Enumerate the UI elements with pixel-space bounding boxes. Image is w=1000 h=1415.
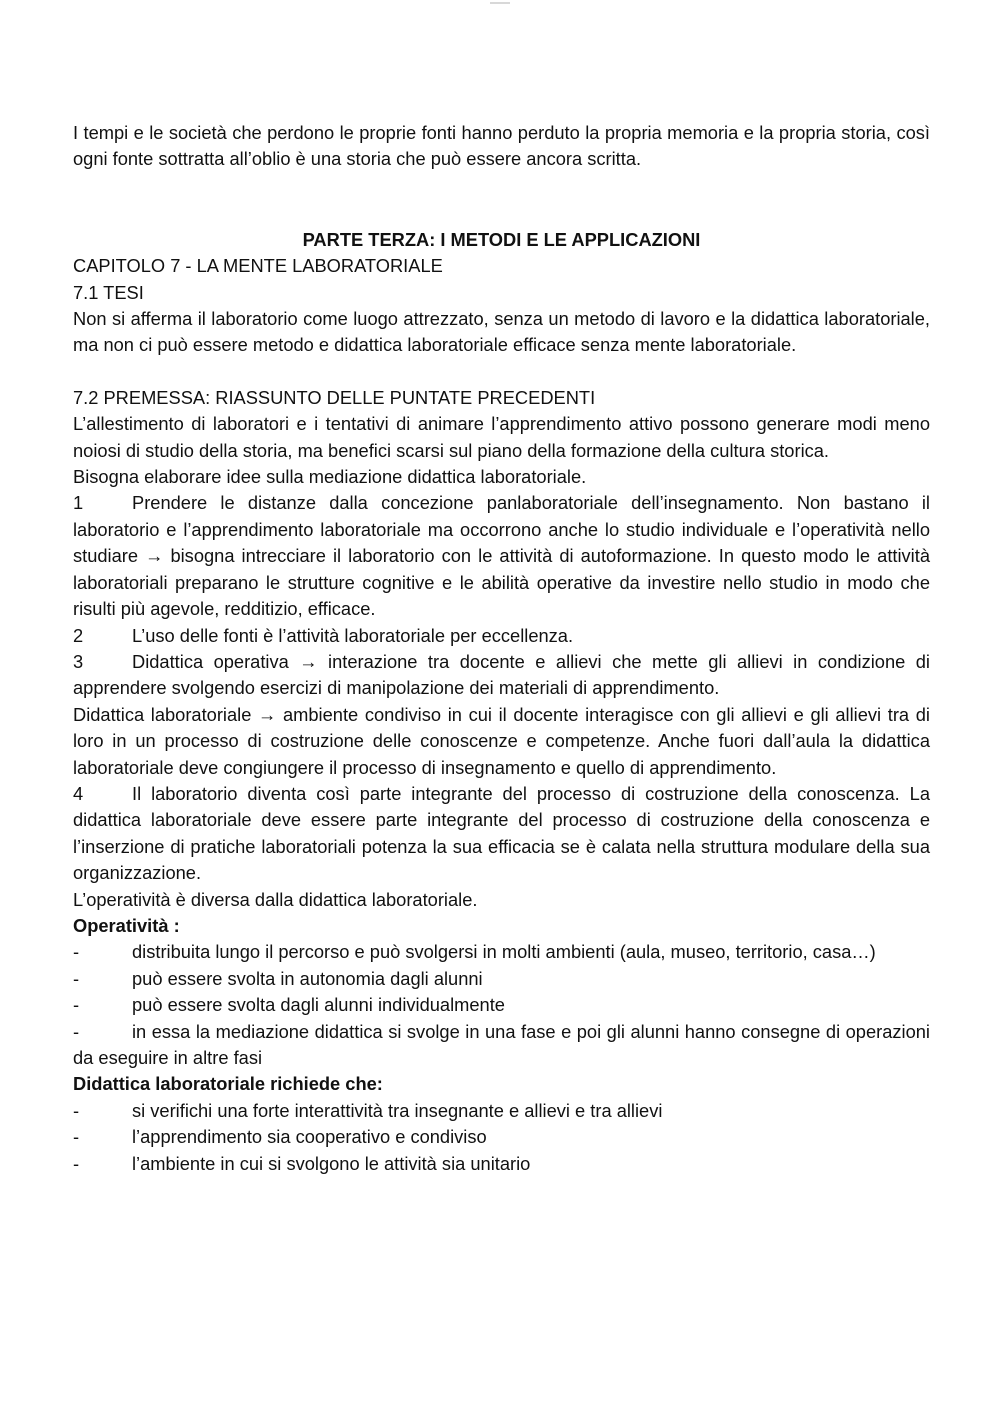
premessa-paragraph-2: Bisogna elaborare idee sulla mediazione didattica laboratoriale. <box>73 466 587 488</box>
section-heading-tesi: 7.1 TESI <box>73 281 144 303</box>
bullet-item <box>73 1098 930 1124</box>
item-text: L’uso delle fonti è l’attività laboratoriale per eccellenza. <box>132 624 574 646</box>
bullet-marker: - <box>73 941 80 963</box>
section-heading-premessa: 7.2 PREMESSA: RIASSUNTO DELLE PUNTATE PRECEDENTI <box>73 386 596 408</box>
bullet-marker: - <box>73 1152 80 1174</box>
spacer <box>73 359 930 385</box>
bullet-text: in essa la mediazione didattica si svolge in una fase e poi gli alunni hanno consegne di operazioni da eseguire in altre fasi <box>73 1020 930 1068</box>
bullet-item <box>73 939 930 965</box>
bullet-text: l’apprendimento sia cooperativo e condiviso <box>132 1126 487 1148</box>
bullet-marker: - <box>73 1126 80 1148</box>
numbered-item-4 <box>73 781 930 887</box>
tesi-paragraph: Non si afferma il laboratorio come luogo attrezzato, senza un metodo di lavoro e la didattica laboratoriale, ma non ci può essere metodo e didattica laboratoriale efficace senza mente laboratoriale. <box>73 308 930 356</box>
didattica-laboratoriale-paragraph: Didattica laboratoriale → ambiente condiviso in cui il docente interagisce con gli allievi e gli allievi tra di loro in un processo di costruzione delle conoscenze e competenze. Anche fuori dall’aula la didattica laboratoriale deve congiungere il processo di insegnamento e quello di apprendimento. <box>73 703 930 778</box>
bullet-text: si verifichi una forte interattività tra insegnante e allievi e tra allievi <box>132 1099 663 1121</box>
numbered-item-1 <box>73 490 930 622</box>
bullet-text: può essere svolta dagli alunni individualmente <box>132 994 505 1016</box>
numbered-item-2 <box>73 623 930 649</box>
page-header-mark <box>490 2 510 4</box>
item-number: 1 <box>73 492 84 514</box>
premessa-paragraph-3: L’operatività è diversa dalla didattica laboratoriale. <box>73 888 478 910</box>
premessa-paragraph-1: L’allestimento di laboratori e i tentativi di animare l’apprendimento attivo possono generare modi meno noiosi di studio della storia, ma benefici scarsi sul piano della formazione della cultura storica. <box>73 413 930 461</box>
bullet-item <box>73 1124 930 1150</box>
bullet-marker: - <box>73 1099 80 1121</box>
bullet-item <box>73 1019 930 1072</box>
item-number: 4 <box>73 782 84 804</box>
bullet-text: può essere svolta in autonomia dagli alunni <box>132 967 483 989</box>
bullet-marker: - <box>73 1020 80 1042</box>
item-number: 2 <box>73 624 84 646</box>
bullet-marker: - <box>73 994 80 1016</box>
bullet-text: l’ambiente in cui si svolgono le attività sia unitario <box>132 1152 531 1174</box>
document-page <box>73 120 930 1177</box>
item-text: Didattica operativa → interazione tra docente e allievi che mette gli allievi in condizione di apprendere svolgendo esercizi di manipolazione dei materiali di apprendimento. <box>73 650 930 699</box>
bullet-text: distribuita lungo il percorso e può svolgersi in molti ambienti (aula, museo, territorio, casa…) <box>132 941 876 963</box>
didattica-heading: Didattica laboratoriale richiede che: <box>73 1073 383 1095</box>
chapter-title: CAPITOLO 7 - LA MENTE LABORATORIALE <box>73 255 443 277</box>
intro-paragraph: I tempi e le società che perdono le proprie fonti hanno perduto la propria memoria e la propria storia, così ogni fonte sottratta all’oblio è una storia che può essere ancora scritta. <box>73 122 930 170</box>
bullet-item <box>73 966 930 992</box>
spacer <box>73 173 930 225</box>
bullet-item <box>73 1151 930 1177</box>
item-text: Il laboratorio diventa così parte integrante del processo di costruzione della conoscenza. La didattica laboratoriale deve essere parte integrante del processo di costruzione della conoscenza e l’inserzione di pratiche laboratoriali potenza la sua efficacia se è calata nella struttura modulare della sua organizzazione. <box>73 782 930 884</box>
bullet-item <box>73 992 930 1018</box>
item-text: Prendere le distanze dalla concezione panlaboratoriale dell’insegnamento. Non bastano il laboratorio e l’apprendimento laboratoriale ma occorrono anche lo studio individuale e l’operatività nello studiare → bisogna intrecciare il laboratorio con le attività di autoformazione. In questo modo le attività laboratoriali preparano le strutture cognitive e le abilità operative da investire nello studio in modo che risulti più agevole, redditizio, efficace. <box>73 492 930 620</box>
bullet-marker: - <box>73 967 80 989</box>
operativita-heading: Operatività : <box>73 914 180 936</box>
numbered-item-3 <box>73 649 930 702</box>
part-title: PARTE TERZA: I METODI E LE APPLICAZIONI <box>302 228 701 250</box>
item-number: 3 <box>73 650 84 672</box>
